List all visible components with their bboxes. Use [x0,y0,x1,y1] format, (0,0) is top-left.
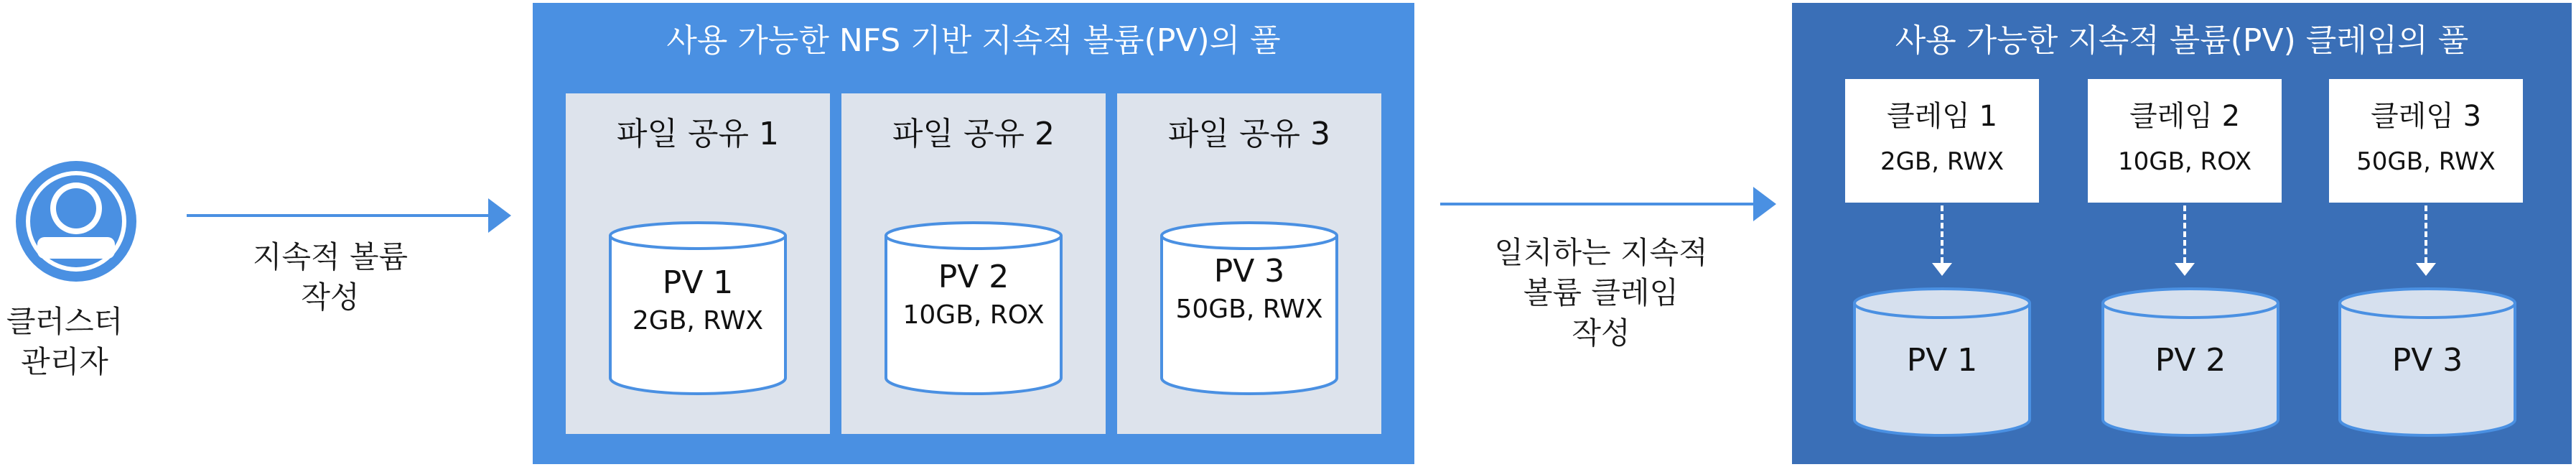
cluster-admin-label-line2: 관리자 [21,344,108,379]
create-claim-label-line1: 일치하는 지속적 [1494,235,1708,270]
pv-3-spec: 50GB, RWX [1175,295,1323,324]
create-pv-label-line2: 작성 [301,279,360,315]
pv-claim-pool-title: 사용 가능한 지속적 볼륨(PV) 클레임의 풀 [1895,22,2469,59]
claim-pv-2-label: PV 2 [2155,342,2226,379]
claim-1-name: 클레임 1 [1886,100,1998,133]
file-share-2-title: 파일 공유 2 [892,116,1055,152]
claim-2-connector-head [2175,263,2195,276]
file-share-1-title: 파일 공유 1 [617,116,779,152]
cluster-admin-label [0,302,129,382]
pv-3-label: PV 3 [1213,253,1285,290]
create-pv-arrow-head [488,198,511,233]
claim-pv-1-label: PV 1 [1906,342,1978,379]
create-pv-label [172,237,488,318]
pv-2-label: PV 2 [938,259,1009,295]
nfs-pv-pool-title: 사용 가능한 NFS 기반 지속적 볼륨(PV)의 풀 [666,22,1281,59]
create-claim-arrow-head [1753,187,1776,221]
cluster-admin-icon [11,157,141,286]
claim-1-connector [1941,205,1943,263]
claim-1-connector-head [1932,263,1952,276]
claim-3-connector-head [2416,263,2436,276]
pv-2-spec: 10GB, ROX [902,300,1045,330]
claim-2-connector [2183,205,2186,263]
create-claim-label-line3: 작성 [1572,315,1630,351]
claim-3-spec: 50GB, RWX [2356,147,2496,176]
claim-3-name: 클레임 3 [2370,100,2482,133]
file-share-3-title: 파일 공유 3 [1168,116,1330,152]
claim-2-spec: 10GB, ROX [2117,147,2252,176]
create-pv-label-line1: 지속적 볼륨 [252,239,409,274]
cluster-admin-label-line1: 클러스터 [6,304,123,339]
create-pv-arrow-line [187,214,488,217]
pv-1-spec: 2GB, RWX [632,306,764,336]
create-claim-label [1450,233,1752,353]
claim-3-connector [2425,205,2427,263]
claim-pv-3-label: PV 3 [2391,342,2463,379]
pv-1-label: PV 1 [662,264,734,301]
claim-2-name: 클레임 2 [2129,100,2241,133]
claim-1-spec: 2GB, RWX [1880,147,2005,176]
create-claim-label-line2: 볼륨 클레임 [1523,275,1679,310]
create-claim-arrow-line [1440,203,1753,205]
